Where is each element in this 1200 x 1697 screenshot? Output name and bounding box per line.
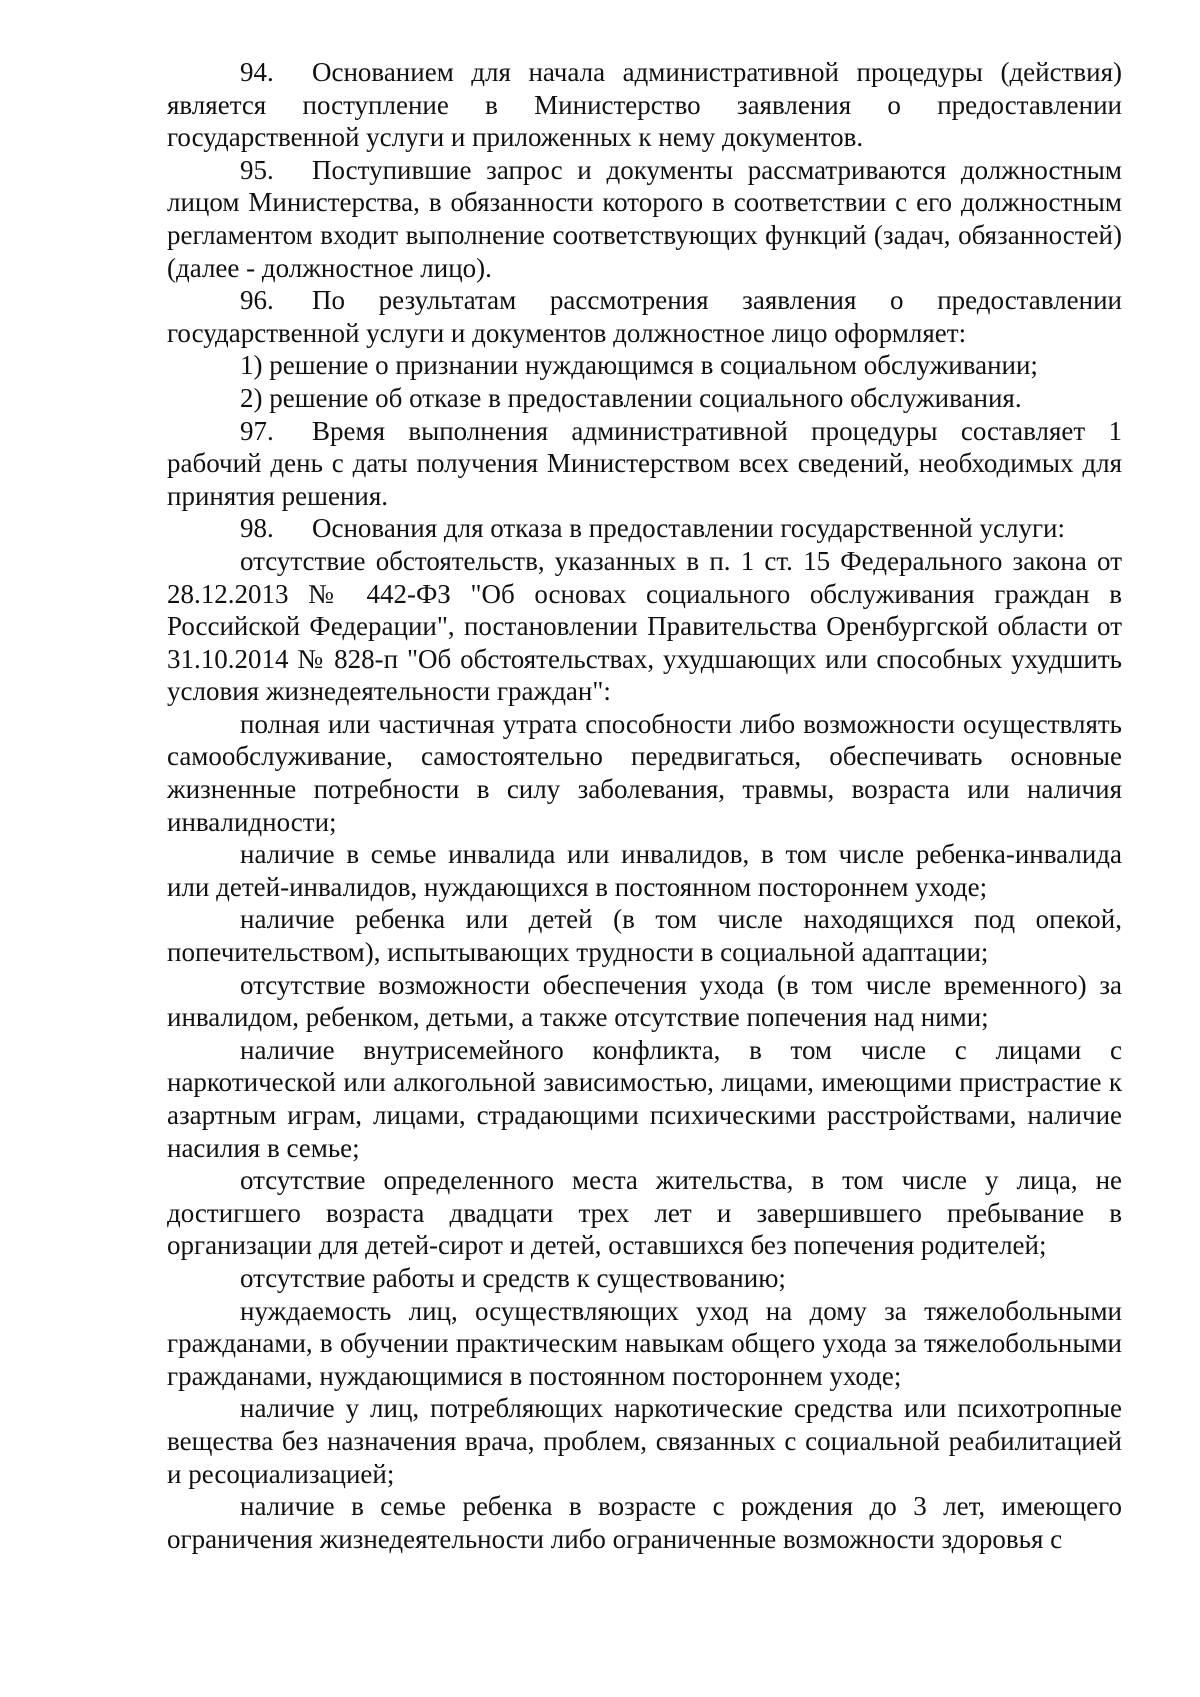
paragraph-text: полная или частичная утрата способности либо возможности осуществлять самообслуживание, самостоятельно передвигаться, обеспечивать основные жизненные потребности в силу заболевания, травмы, возраста или наличия инвалидности; [167,708,1122,837]
list-item-decision-1 [167,349,1122,382]
paragraph-94 [167,56,1122,154]
paragraph-95 [167,154,1122,284]
paragraph-text: нуждаемость лиц, осуществляющих уход на дому за тяжелобольными гражданами, в обучении практическим навыкам общего ухода за тяжелобольными гражданами, нуждающимися в постоянном постороннем уходе; [167,1295,1122,1391]
paragraph-text: По результатам рассмотрения заявления о предоставлении государственной услуги и документов должностное лицо оформляет: [167,285,1122,348]
list-item [167,1392,1122,1490]
paragraph-text: отсутствие возможности обеспечения ухода (в том числе временного) за инвалидом, ребенком, детьми, а также отсутствие попечения над ними; [167,969,1122,1033]
list-item [167,838,1122,903]
list-item [167,1295,1122,1393]
list-item [167,1164,1122,1262]
paragraph-number: 98. [240,513,274,544]
list-item [167,708,1122,838]
paragraph-text: наличие внутрисемейного конфликта, в том числе с лицами с наркотической или алкогольной зависимостью, лицами, имеющими пристрастие к азартным играм, лицами, страдающими психическими расстройствами, наличие насилия в семье; [167,1034,1122,1163]
paragraph-97 [167,415,1122,513]
refusal-basis-intro [167,545,1122,708]
document-body [167,56,1122,1555]
paragraph-98 [167,512,1122,545]
paragraph-text: наличие у лиц, потребляющих наркотические средства или психотропные вещества без назначения врача, проблем, связанных с социальной реабилитацией и ресоциализацией; [167,1393,1122,1489]
paragraph-text: 2) решение об отказе в предоставлении социального обслуживания. [240,382,1022,413]
paragraph-text: Основания для отказа в предоставлении государственной услуги: [312,513,1065,544]
list-item [167,1490,1122,1555]
paragraph-text: отсутствие обстоятельств, указанных в п. 1 ст. 15 Федерального закона от 28.12.2013 № 442-ФЗ "Об основах социального обслуживания граждан в Российской Федерации", постановлении Правительства Оренбургской области от 31.10.2014 № 828-п "Об обстоятельствах, ухудшающих или способных ухудшить условия жизнедеятельности граждан": [167,545,1122,707]
list-item [167,969,1122,1034]
paragraph-text: наличие в семье ребенка в возрасте с рождения до 3 лет, имеющего ограничения жизнедеятельности либо ограниченные возможности здоровья с [167,1491,1122,1554]
paragraph-96 [167,284,1122,349]
paragraph-text: отсутствие определенного места жительства, в том числе у лица, не достигшего возраста двадцати трех лет и завершившего пребывание в организации для детей-сирот и детей, оставшихся без попечения родителей; [167,1165,1122,1261]
paragraph-text: наличие ребенка или детей (в том числе находящихся под опекой, попечительством), испытывающих трудности в социальной адаптации; [167,904,1122,968]
list-item [167,1034,1122,1164]
list-item-decision-2 [167,382,1122,415]
paragraph-text: Время выполнения административной процедуры составляет 1 рабочий день с даты получения Министерством всех сведений, необходимых для принятия решения. [167,415,1122,511]
list-item [167,1262,1122,1295]
paragraph-text: Поступившие запрос и документы рассматриваются должностным лицом Министерства, в обязанности которого в соответствии с его должностным регламентом входит выполнение соответствующих функций (задач, обязанностей) (далее - должностное лицо). [167,154,1122,283]
paragraph-number: 95. [240,154,274,185]
list-item [167,903,1122,968]
paragraph-text: отсутствие работы и средств к существованию; [240,1262,786,1293]
paragraph-text: 1) решение о признании нуждающимся в социальном обслуживании; [240,350,1038,381]
paragraph-number: 96. [240,285,274,316]
paragraph-text: Основанием для начала административной процедуры (действия) является поступление в Министерство заявления о предоставлении государственной услуги и приложенных к нему документов. [167,57,1122,153]
paragraph-number: 94. [240,57,274,87]
paragraph-text: наличие в семье инвалида или инвалидов, в том числе ребенка-инвалида или детей-инвалидов, нуждающихся в постоянном постороннем уходе; [167,839,1122,902]
paragraph-number: 97. [240,415,274,446]
